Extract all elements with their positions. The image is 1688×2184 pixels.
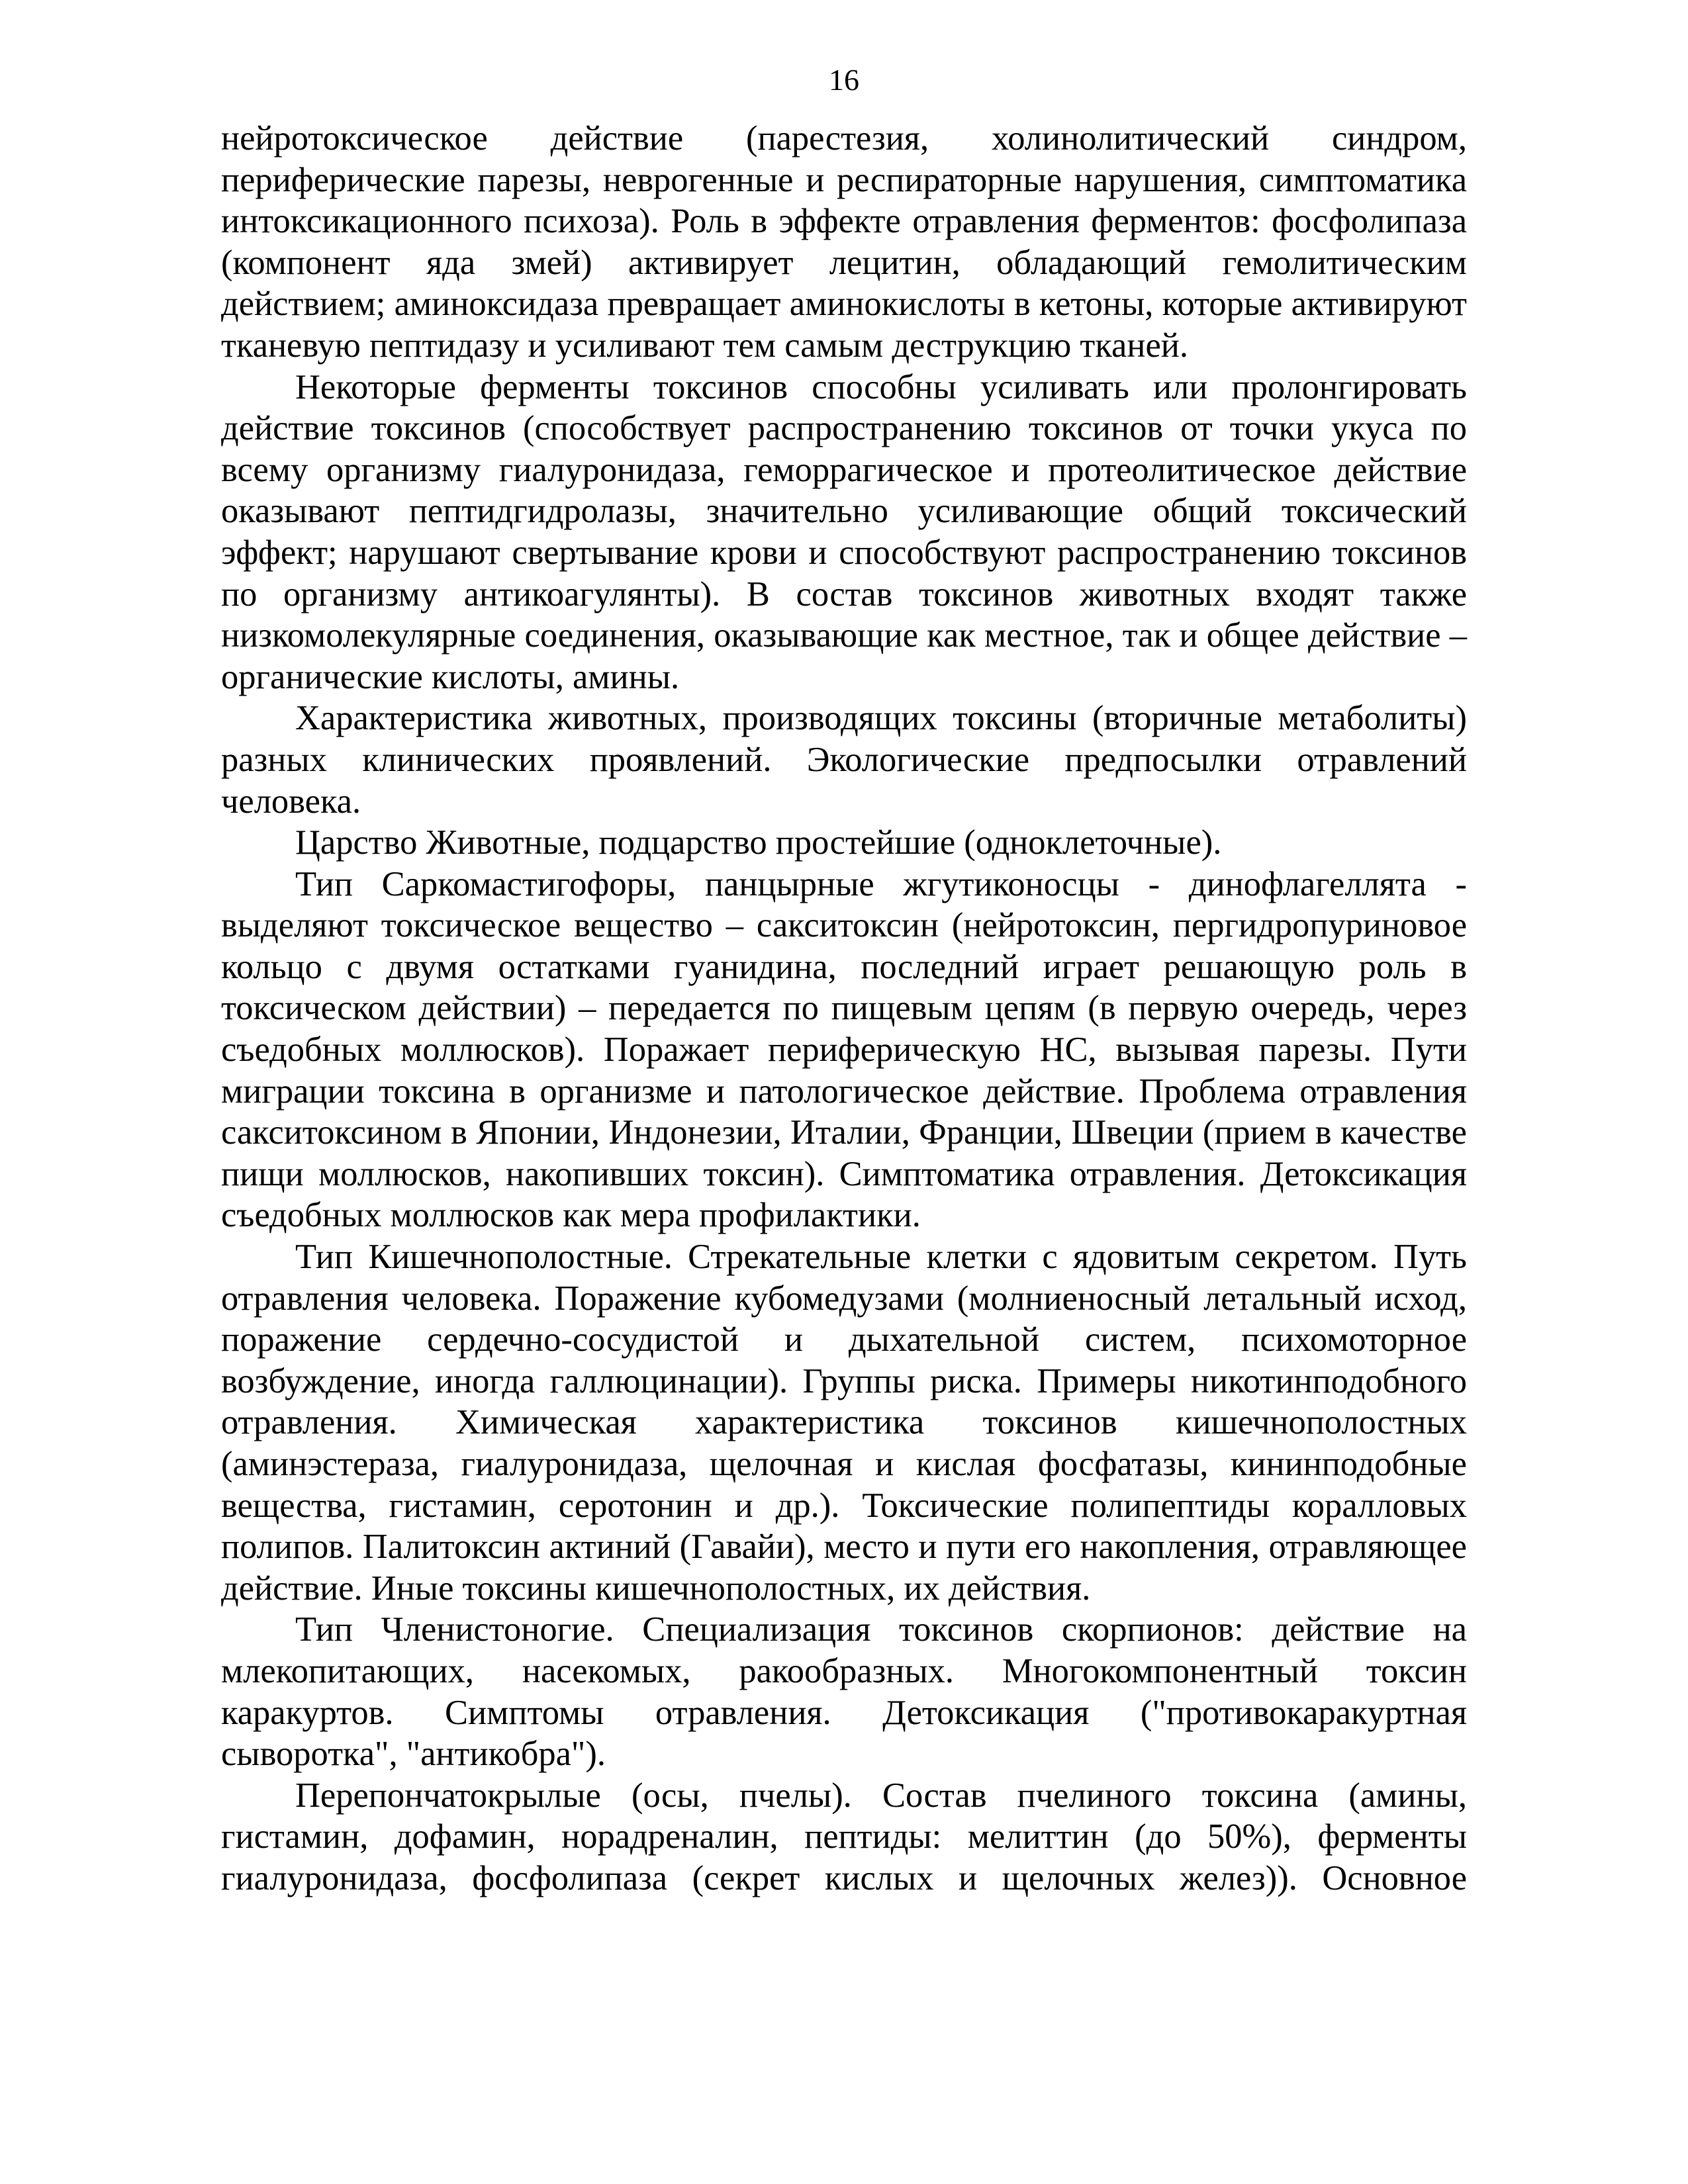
paragraph-toxin-enzymes: Некоторые ферменты токсинов способны усиливать или пролонгировать действие токсинов (способствует распространению токсинов от точки укуса по всему организму гиалуронидаза, геморрагическое и протеолитическое действие оказывают пептидгидролазы, значительно усиливающие общий токсический эффект; нарушают свертывание крови и способствуют распространению токсинов по организму антикоагулянты). В состав токсинов животных входят также низкомолекулярные соединения, оказывающие как местное, так и общее действие – органические кислоты, амины. (221, 367, 1467, 696)
paragraph-sarcomastigophora: Тип Саркомастигофоры, панцырные жгутиконосцы - динофлагеллята - выделяют токсическое вещество – сакситоксин (нейротоксин, пергидропуриновое кольцо с двумя остатками гуанидина, последний играет решающую роль в токсическом действии) – передается по пищевым цепям (в первую очередь, через съедобных моллюсков). Поражает периферическую НС, вызывая парезы. Пути миграции токсина в организме и патологическое действие. Проблема отравления сакситоксином в Японии, Индонезии, Италии, Франции, Швеции (прием в качестве пищи моллюсков, накопивших токсин). Симптоматика отравления. Детоксикация съедобных моллюсков как мера профилактики. (221, 864, 1467, 1235)
paragraph-hymenoptera: Перепончатокрылые (осы, пчелы). Состав пчелиного токсина (амины, гистамин, дофамин, норадреналин, пептиды: мелиттин (до 50%), ферменты гиалуронидаза, фосфолипаза (секрет кислых и щелочных желез)). Основное (221, 1776, 1467, 1897)
page-number: 16 (829, 63, 859, 97)
paragraph-cnidaria: Тип Кишечнополостные. Стрекательные клетки с ядовитым секретом. Путь отравления человека. Поражение кубомедузами (молниеносный летальный исход, поражение сердечно-сосудистой и дыхательной систем, психомоторное возбуждение, иногда галлюцинации). Группы риска. Примеры никотинподобного отравления. Химическая характеристика токсинов кишечнополостных (аминэстераза, гиалуронидаза, щелочная и кислая фосфатазы, кининподобные вещества, гистамин, серотонин и др.). Токсические полипептиды коралловых полипов. Палитоксин актиний (Гавайи), место и пути его накопления, отравляющее действие. Иные токсины кишечнополостных, их действия. (221, 1238, 1467, 1608)
paragraph-animal-characteristics: Характеристика животных, производящих токсины (вторичные метаболиты) разных клинических проявлений. Экологические предпосылки отравлений человека. (221, 699, 1467, 821)
paragraph-arthropoda: Тип Членистоногие. Специализация токсинов скорпионов: действие на млекопитающих, насекомых, ракообразных. Многокомпонентный токсин каракуртов. Симптомы отравления. Детоксикация ("противокаракуртная сыворотка", "антикобра"). (221, 1610, 1467, 1774)
document-body (221, 118, 1467, 1899)
paragraph-kingdom-animals: Царство Животные, подцарство простейшие (одноклеточные). (295, 823, 1222, 862)
paragraph-neurotoxic-effects: нейротоксическое действие (парестезия, холинолитический синдром, периферические парезы, неврогенные и респираторные нарушения, симптоматика интоксикационного психоза). Роль в эффекте отравления ферментов: фосфолипаза (компонент яда змей) активирует лецитин, обладающий гемолитическим действием; аминоксидаза превращает аминокислоты в кетоны, которые активируют тканевую пептидазу и усиливают тем самым деструкцию тканей. (221, 119, 1467, 365)
